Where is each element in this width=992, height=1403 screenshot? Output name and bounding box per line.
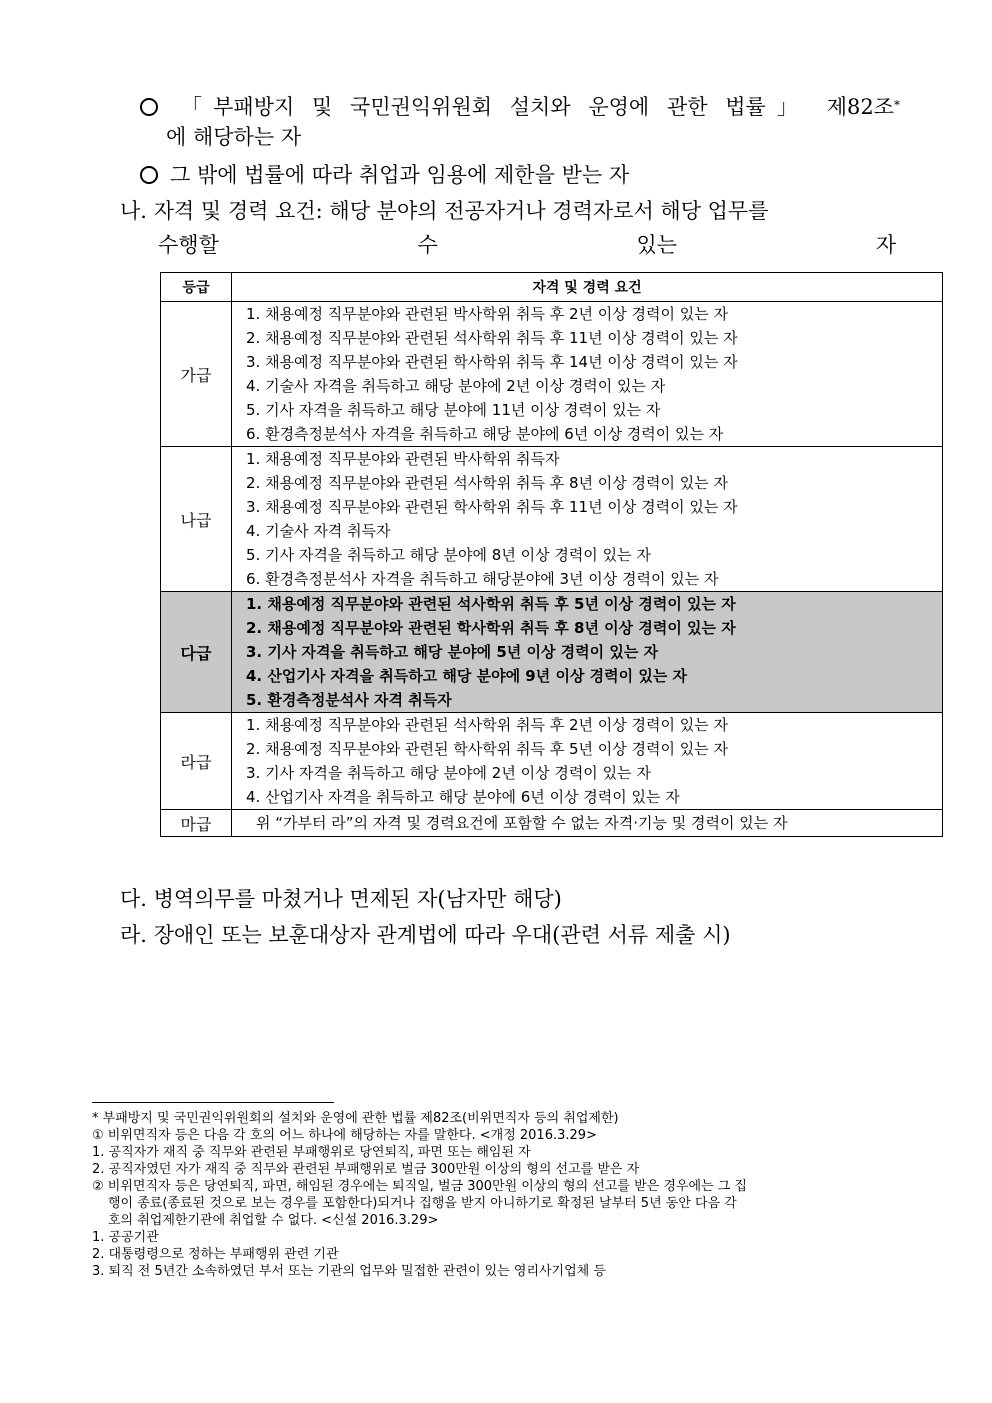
requirement-item: 6. 환경측정분석사 자격을 취득하고 해당분야에 3년 이상 경력이 있는 자	[246, 570, 719, 588]
requirement-item: 3. 기사 자격을 취득하고 해당 분야에 5년 이상 경력이 있는 자	[246, 643, 659, 661]
bullet-item-2	[140, 160, 900, 190]
requirement-item: 5. 기사 자격을 취득하고 해당 분야에 8년 이상 경력이 있는 자	[246, 546, 651, 564]
section-da: 다. 병역의무를 마쳤거나 면제된 자(남자만 해당)	[120, 887, 562, 911]
bullet-text: 그 밖에 법률에 따라 취업과 임용에 제한을 받는 자	[170, 163, 630, 187]
footnote-line: 2. 대통령령으로 정하는 부패행위 관련 기관	[92, 1247, 339, 1262]
grade-cell: 가급	[161, 302, 232, 447]
requirements-cell	[232, 302, 943, 447]
requirements-cell	[232, 810, 943, 837]
header-requirements: 자격 및 경력 요건	[232, 273, 943, 302]
requirement-item: 2. 채용예정 직무분야와 관련된 학사학위 취득 후 5년 이상 경력이 있는 자	[246, 740, 729, 758]
requirement-item: 4. 산업기사 자격을 취득하고 해당 분야에 6년 이상 경력이 있는 자	[246, 788, 680, 806]
requirement-item: 2. 채용예정 직무분야와 관련된 학사학위 취득 후 8년 이상 경력이 있는 자	[246, 619, 736, 637]
requirement-item: 5. 환경측정분석사 자격 취득자	[246, 691, 452, 709]
table-row	[161, 810, 943, 837]
table-row-highlighted	[161, 592, 943, 713]
requirements-cell	[232, 713, 943, 810]
requirement-item: 3. 기사 자격을 취득하고 해당 분야에 2년 이상 경력이 있는 자	[246, 764, 651, 782]
word: 자	[875, 233, 896, 257]
bullet-text: 「부패방지 및 국민권익위원회 설치와 운영에 관한 법률」 제82조	[170, 95, 894, 119]
requirement-item: 1. 채용예정 직무분야와 관련된 석사학위 취득 후 5년 이상 경력이 있는 자	[246, 595, 736, 613]
requirement-item: 1. 채용예정 직무분야와 관련된 박사학위 취득 후 2년 이상 경력이 있는 자	[246, 305, 729, 323]
table-row	[161, 713, 943, 810]
requirement-item: 3. 채용예정 직무분야와 관련된 학사학위 취득 후 14년 이상 경력이 있는 자	[246, 353, 738, 371]
requirement-item: 5. 기사 자격을 취득하고 해당 분야에 11년 이상 경력이 있는 자	[246, 401, 661, 419]
bullet-continuation: 에 해당하는 자	[166, 125, 302, 149]
word: 있는	[636, 233, 678, 257]
footnote-line: 1. 공직자가 재직 중 직무와 관련된 부패행위로 당연퇴직, 파면 또는 해임된 자	[92, 1145, 531, 1160]
section-ra: 라. 장애인 또는 보훈대상자 관계법에 따라 우대(관련 서류 제출 시)	[120, 923, 731, 947]
requirement-item: 3. 채용예정 직무분야와 관련된 학사학위 취득 후 11년 이상 경력이 있는 자	[246, 498, 738, 516]
footnote	[92, 1110, 747, 1280]
requirements-cell	[232, 592, 943, 713]
circle-bullet-icon	[140, 166, 158, 184]
requirements-cell	[232, 447, 943, 592]
requirement-item: 1. 채용예정 직무분야와 관련된 석사학위 취득 후 2년 이상 경력이 있는 자	[246, 716, 729, 734]
header-grade: 등급	[161, 273, 232, 302]
footnote-line: 호의 취업제한기관에 취업할 수 없다. <신설 2016.3.29>	[108, 1213, 439, 1228]
table-row	[161, 447, 943, 592]
requirement-item: 4. 기술사 자격 취득자	[246, 522, 391, 540]
footnote-line: 3. 퇴직 전 5년간 소속하였던 부서 또는 기관의 업무와 밀접한 관련이 있는 영리사기업체 등	[92, 1264, 606, 1279]
requirement-item: 2. 채용예정 직무분야와 관련된 석사학위 취득 후 11년 이상 경력이 있는 자	[246, 329, 738, 347]
requirement-item: 4. 산업기사 자격을 취득하고 해당 분야에 9년 이상 경력이 있는 자	[246, 667, 688, 685]
grade-cell: 마급	[161, 810, 232, 837]
requirement-item: 4. 기술사 자격을 취득하고 해당 분야에 2년 이상 경력이 있는 자	[246, 377, 666, 395]
footnote-line: 행이 종료(종료된 것으로 보는 경우를 포함한다)되거나 집행을 받지 아니하기로 확정된 날부터 5년 동안 다음 각	[108, 1196, 737, 1211]
footnote-line: ② 비위면직자 등은 당연퇴직, 파면, 해임된 경우에는 퇴직일, 벌금 300만원 이상의 형의 선고를 받은 경우에는 그 집	[92, 1179, 747, 1194]
footnote-divider	[92, 1102, 334, 1103]
section-na-line1: 나. 자격 및 경력 요건: 해당 분야의 전공자거나 경력자로서 해당 업무를	[120, 199, 769, 223]
table-header-row	[161, 273, 943, 302]
footnote-line: * 부패방지 및 국민권익위원회의 설치와 운영에 관한 법률 제82조(비위면직자 등의 취업제한)	[92, 1111, 619, 1126]
requirement-item: 2. 채용예정 직무분야와 관련된 석사학위 취득 후 8년 이상 경력이 있는 자	[246, 474, 729, 492]
table-row	[161, 302, 943, 447]
footnote-line: ① 비위면직자 등은 다음 각 호의 어느 하나에 해당하는 자를 말한다. <개정 2016.3.29>	[92, 1128, 597, 1143]
section-na-line2	[158, 230, 896, 260]
grade-cell: 라급	[161, 713, 232, 810]
word: 수	[417, 233, 438, 257]
circle-bullet-icon	[140, 98, 158, 116]
requirement-item: 위 “가부터 라”의 자격 및 경력요건에 포함할 수 없는 자격·기능 및 경력이 있는 자	[256, 814, 788, 832]
footnote-line: 1. 공공기관	[92, 1230, 159, 1245]
word: 수행할	[158, 233, 219, 257]
bullet-item-1	[140, 92, 900, 152]
grade-cell: 다급	[161, 592, 232, 713]
requirement-item: 1. 채용예정 직무분야와 관련된 박사학위 취득자	[246, 450, 560, 468]
footnote-line: 2. 공직자였던 자가 재직 중 직무와 관련된 부패행위로 벌금 300만원 이상의 형의 선고를 받은 자	[92, 1162, 640, 1177]
footnote-marker: *	[894, 98, 900, 112]
qualification-table	[160, 272, 943, 837]
grade-cell: 나급	[161, 447, 232, 592]
requirement-item: 6. 환경측정분석사 자격을 취득하고 해당 분야에 6년 이상 경력이 있는 자	[246, 425, 724, 443]
